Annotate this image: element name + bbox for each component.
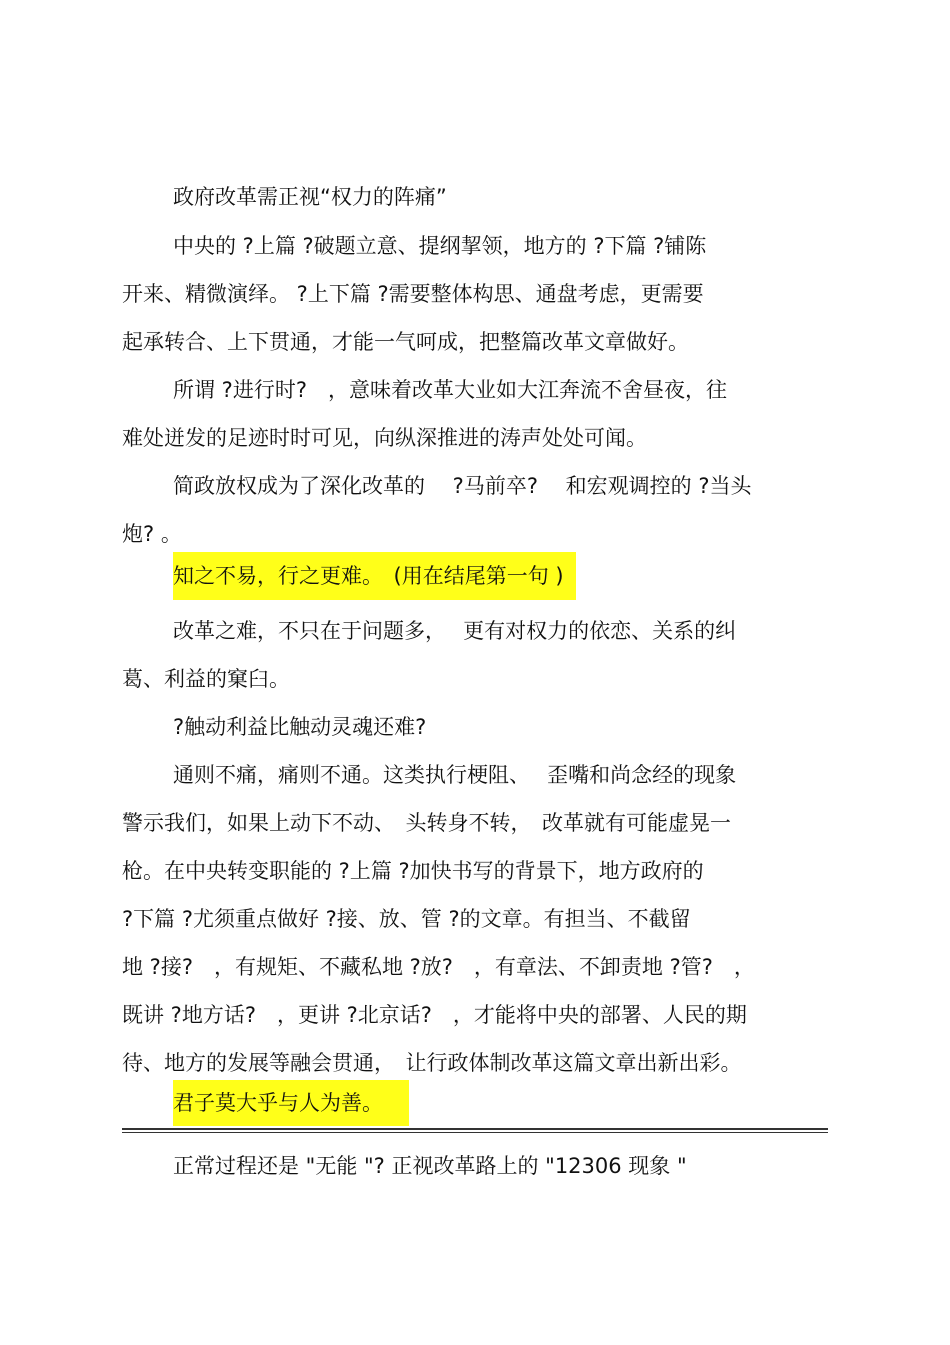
paragraph-line: 地 ?接? ，有规矩、不藏私地 ?放? ，有章法、不卸责地 ?管? ， [122,955,755,979]
paragraph-line: 所谓 ?进行时? ，意味着改革大业如大江奔流不舍昼夜，往 [173,378,727,402]
separator-rule [122,1128,828,1130]
highlighted-line: 知之不易，行之更难。 (用在结尾第一句 ) [173,552,576,600]
paragraph-line: 改革之难，不只在于问题多， 更有对权力的依恋、关系的纠 [173,619,737,643]
doc-title: 政府改革需正视“权力的阵痛” [173,185,447,209]
paragraph-line: 葛、利益的窠臼。 [122,667,290,691]
separator-rule [122,1132,828,1133]
paragraph-line: 炮? 。 [122,522,182,546]
next-article-title: 正常过程还是 "无能 "? 正视改革路上的 "12306 现象 " [173,1154,687,1178]
paragraph-line: ?触动利益比触动灵魂还难? [173,715,427,739]
paragraph-line: 中央的 ?上篇 ?破题立意、提纲挈领，地方的 ?下篇 ?铺陈 [173,234,707,258]
paragraph-line: 通则不痛，痛则不通。这类执行梗阻、 歪嘴和尚念经的现象 [173,763,737,787]
paragraph-line: 枪。在中央转变职能的 ?上篇 ?加快书写的背景下，地方政府的 [122,859,704,883]
highlighted-line: 君子莫大乎与人为善。 [173,1080,409,1126]
paragraph-line: 起承转合、上下贯通，才能一气呵成，把整篇改革文章做好。 [122,330,689,354]
paragraph-line: 警示我们，如果上动下不动、 头转身不转， 改革就有可能虚晃一 [122,811,731,835]
paragraph-line: 难处迸发的足迹时时可见，向纵深推进的涛声处处可闻。 [122,426,647,450]
paragraph-line: 简政放权成为了深化改革的 ?马前卒? 和宏观调控的 ?当头 [173,474,752,498]
paragraph-line: 既讲 ?地方话? ，更讲 ?北京话? ，才能将中央的部署、人民的期 [122,1003,747,1027]
paragraph-line: 待、地方的发展等融会贯通， 让行政体制改革这篇文章出新出彩。 [122,1051,742,1075]
paragraph-line: ?下篇 ?尤须重点做好 ?接、放、管 ?的文章。有担当、不截留 [122,907,691,931]
paragraph-line: 开来、精微演绎。 ?上下篇 ?需要整体构思、通盘考虑，更需要 [122,282,704,306]
